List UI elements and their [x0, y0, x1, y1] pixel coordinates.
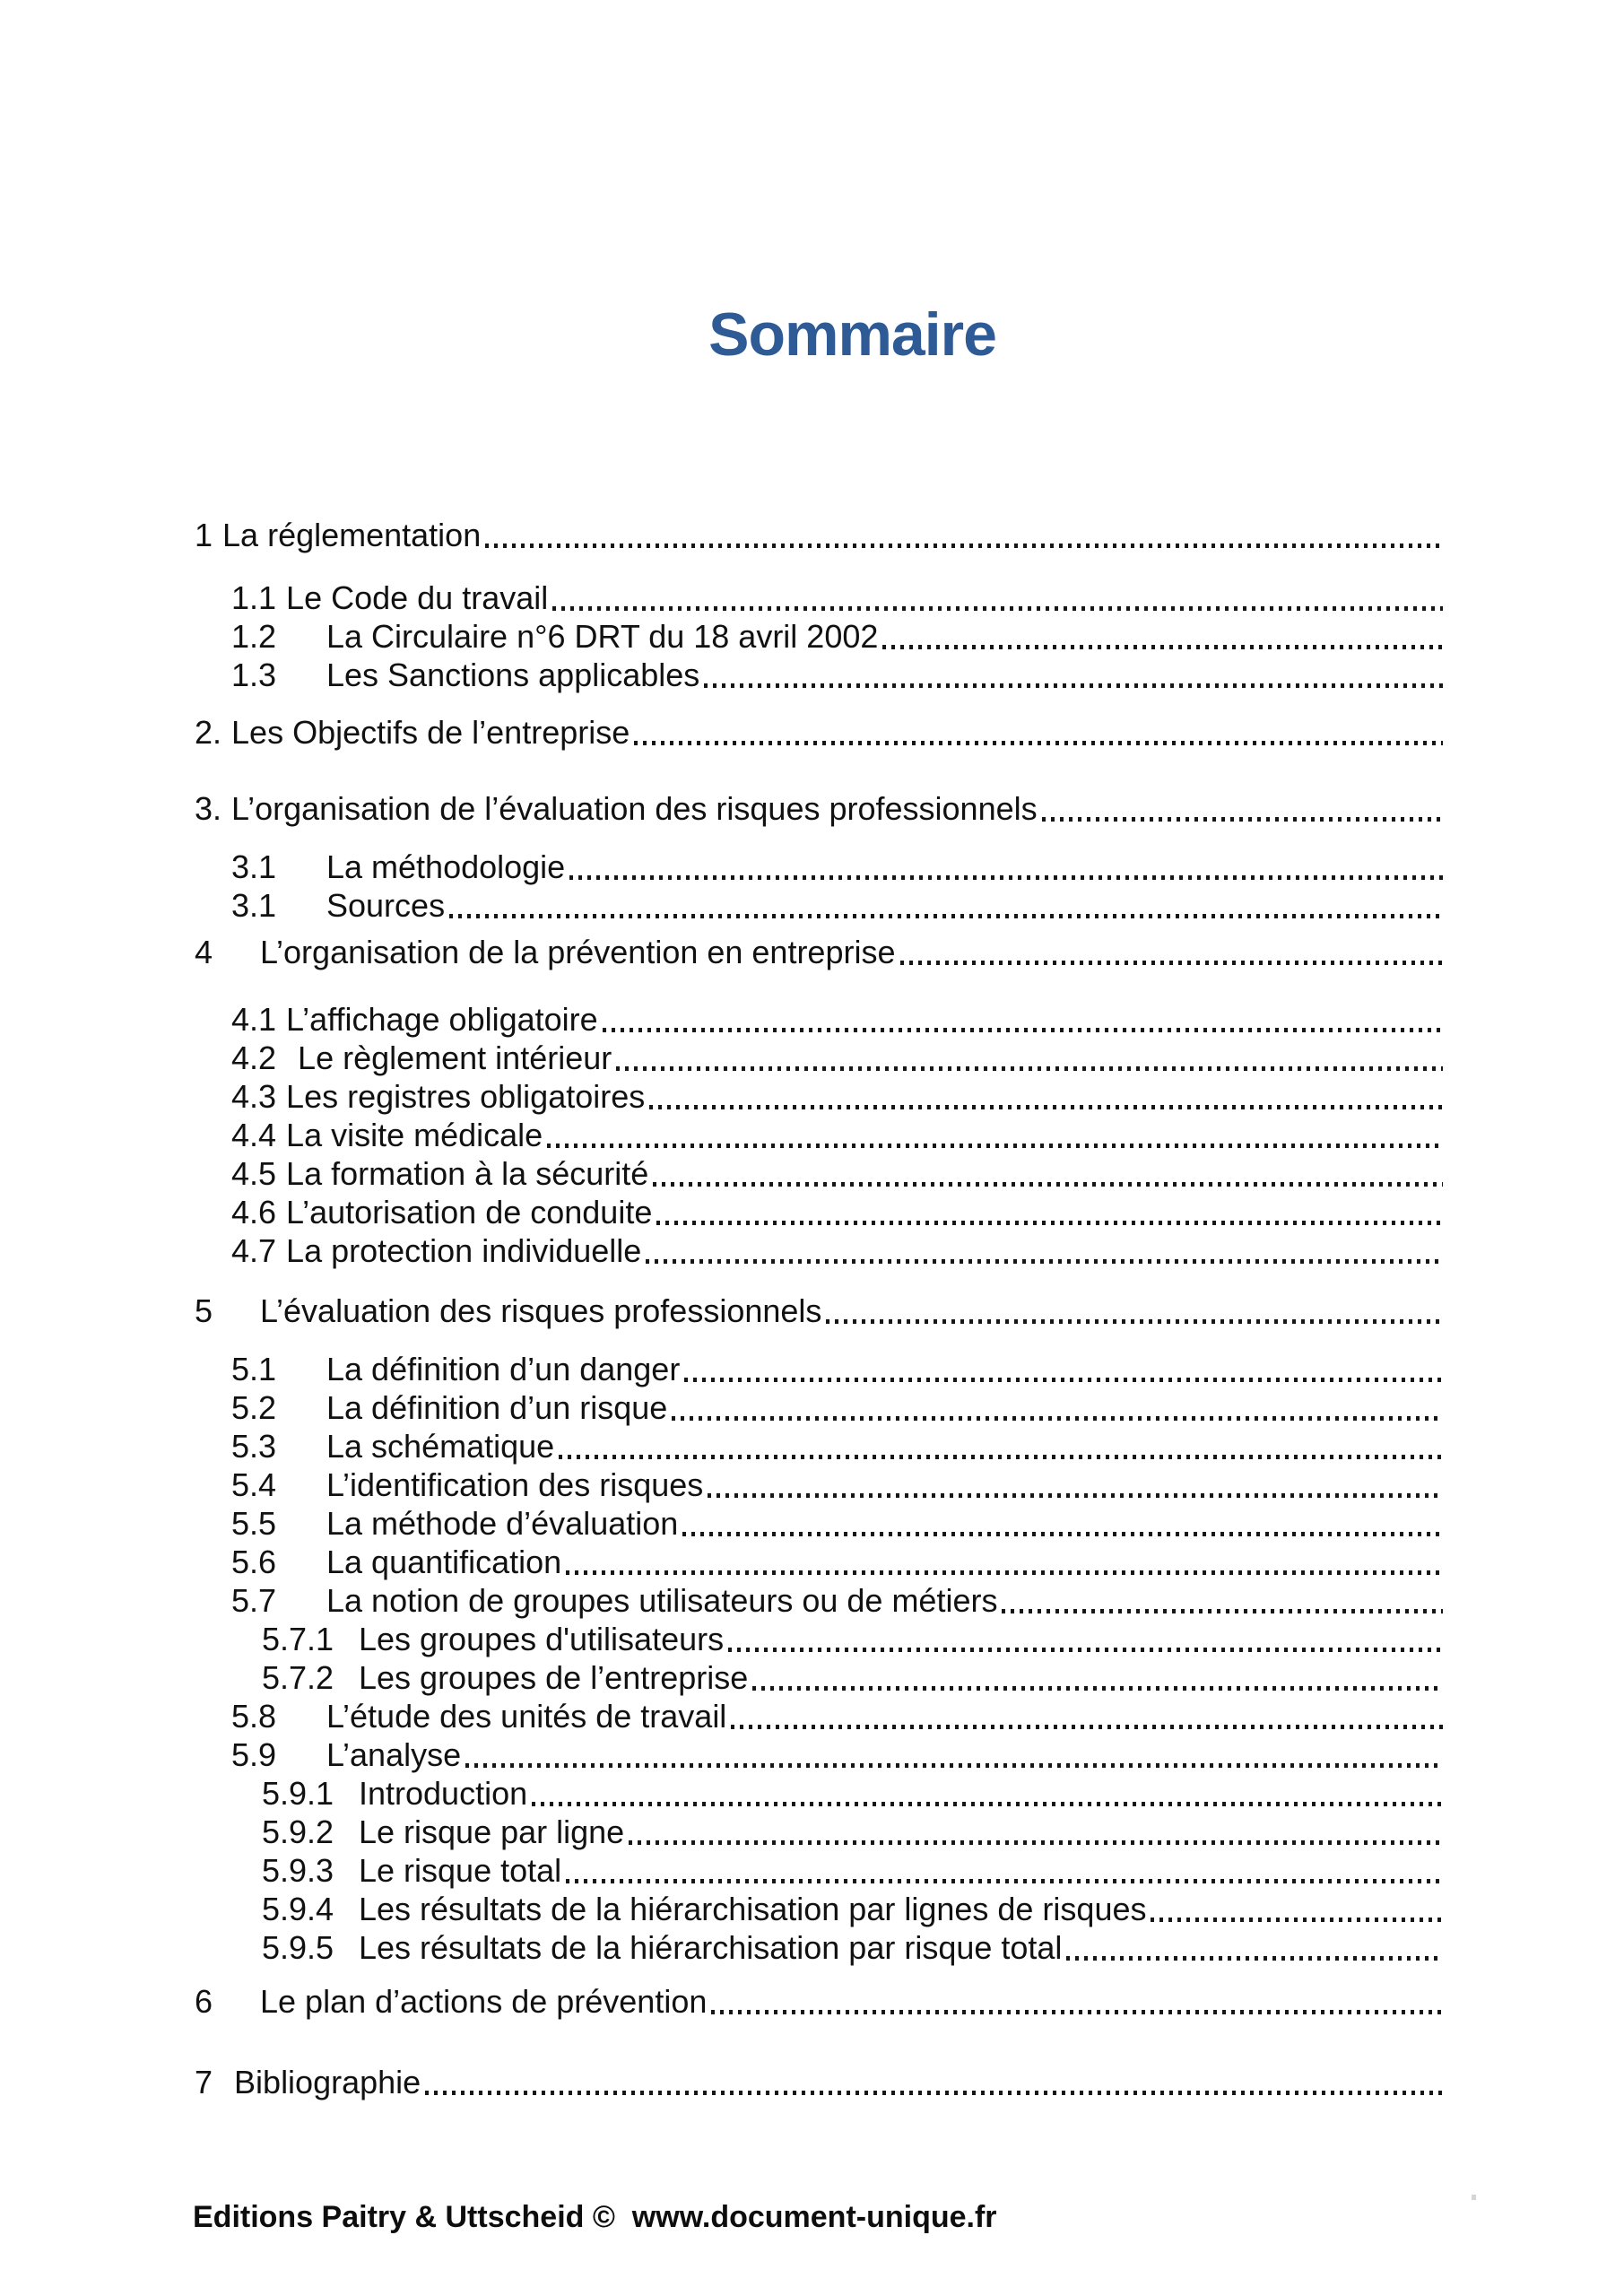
- toc-entry-number: 1.1: [231, 579, 277, 616]
- toc-entry-label: L’identification des risques: [326, 1466, 704, 1503]
- dot-leader: [672, 1416, 1443, 1421]
- dot-leader: [485, 544, 1443, 548]
- toc-entry-number: 4.4: [231, 1117, 277, 1153]
- dot-leader: [465, 1763, 1443, 1768]
- toc-entry-number: 3.1: [231, 848, 277, 885]
- toc-entry-5-5[interactable]: [195, 1504, 1444, 1543]
- toc-entry-number: 1.3: [231, 657, 277, 693]
- toc-entry-7[interactable]: [195, 2063, 1444, 2101]
- dot-leader: [616, 1066, 1443, 1071]
- toc-entry-label: Le risque par ligne: [359, 1813, 625, 1850]
- toc-entry-label: La méthodologie: [326, 848, 566, 885]
- toc-entry-label: La définition d’un danger: [326, 1351, 681, 1387]
- toc-entry-number: 7: [195, 2064, 213, 2100]
- toc-entry-4-6[interactable]: [195, 1193, 1444, 1231]
- toc-entry-number: 5.9.1: [262, 1775, 334, 1812]
- toc-entry-4-5[interactable]: [195, 1154, 1444, 1193]
- toc-entry-label: L’étude des unités de travail: [326, 1698, 727, 1735]
- toc-entry-5-7[interactable]: [195, 1581, 1444, 1620]
- toc-entry-label: La notion de groupes utilisateurs ou de métiers: [326, 1582, 998, 1619]
- toc-entry-number: 5.7: [231, 1582, 277, 1619]
- toc-entry-number: 2.: [195, 714, 222, 751]
- toc-entry-number: 5.8: [231, 1698, 277, 1735]
- toc-entry-label: Les résultats de la hiérarchisation par lignes de risques: [359, 1891, 1147, 1927]
- dot-leader: [649, 1105, 1443, 1109]
- dot-leader: [1151, 1918, 1443, 1922]
- toc-entry-label: Sources: [326, 887, 446, 924]
- page-footer: Editions Paitry & Uttscheid © www.document-unique.fr: [193, 2200, 997, 2234]
- dot-leader: [682, 1532, 1443, 1536]
- toc-entry-label: L’analyse: [326, 1736, 462, 1773]
- toc-entry-5-9-3[interactable]: [195, 1851, 1444, 1890]
- toc-entry-5-3[interactable]: [195, 1427, 1444, 1465]
- toc-entry-label: La Circulaire n°6 DRT du 18 avril 2002: [326, 618, 879, 655]
- toc-entry-label: La visite médicale: [286, 1117, 543, 1153]
- toc-entry-4-2[interactable]: [195, 1039, 1444, 1077]
- toc-entry-4-7[interactable]: [195, 1231, 1444, 1270]
- dot-leader: [656, 1221, 1443, 1225]
- dot-leader: [646, 1259, 1443, 1264]
- dot-leader: [1042, 817, 1443, 822]
- toc-entry-number: 4.5: [231, 1155, 277, 1192]
- toc-entry-number: 5.7.2: [262, 1659, 334, 1696]
- toc-entry-number: 5.5: [231, 1505, 277, 1542]
- toc-entry-label: Le plan d’actions de prévention: [260, 1983, 708, 2020]
- toc-entry-label: La réglementation: [222, 517, 482, 553]
- dot-leader: [425, 2091, 1443, 2095]
- toc-entry-label: Le règlement intérieur: [298, 1039, 612, 1076]
- toc-entry-5-8[interactable]: [195, 1697, 1444, 1735]
- toc-entry-4-1[interactable]: [195, 1000, 1444, 1039]
- toc-entry-label: La formation à la sécurité: [286, 1155, 649, 1192]
- toc-entry-label: La schématique: [326, 1428, 555, 1465]
- toc-entry-number: 5.4: [231, 1466, 277, 1503]
- dot-leader: [552, 606, 1443, 611]
- dot-leader: [711, 2010, 1443, 2014]
- toc-entry-5-9-5[interactable]: [195, 1928, 1444, 1967]
- toc-entry-number: 3.1: [231, 887, 277, 924]
- toc-entry-label: L’évaluation des risques professionnels: [260, 1292, 822, 1329]
- dot-leader: [603, 1028, 1443, 1032]
- toc-entry-label: L’affichage obligatoire: [286, 1001, 598, 1038]
- toc-entry-1-1[interactable]: [195, 578, 1444, 617]
- toc-entry-number: 4.1: [231, 1001, 277, 1038]
- toc-entry-number: 5.9.2: [262, 1813, 334, 1850]
- toc-entry-5-9-4[interactable]: [195, 1890, 1444, 1928]
- dot-leader: [569, 875, 1443, 880]
- toc-entry-label: La quantification: [326, 1544, 562, 1580]
- page-title: Sommaire: [708, 300, 996, 369]
- dot-leader: [1066, 1956, 1443, 1961]
- toc-entry-number: 5.9.5: [262, 1929, 334, 1966]
- dot-leader: [532, 1802, 1443, 1806]
- toc-entry-5-7-1[interactable]: [195, 1620, 1444, 1658]
- toc-entry-3[interactable]: [195, 789, 1444, 828]
- toc-entry-number: 3.: [195, 790, 222, 827]
- toc-entry-number: 5.9: [231, 1736, 277, 1773]
- dot-leader: [449, 914, 1443, 918]
- toc-entry-6[interactable]: [195, 1982, 1444, 2021]
- toc-entry-5-4[interactable]: [195, 1465, 1444, 1504]
- toc-entry-3-1-sources[interactable]: [195, 886, 1444, 925]
- toc-entry-1[interactable]: [195, 516, 1444, 554]
- toc-entry-1-3[interactable]: [195, 656, 1444, 694]
- toc-entry-label: Les Sanctions applicables: [326, 657, 700, 693]
- toc-entry-number: 4.2: [231, 1039, 277, 1076]
- toc-entry-number: 1.2: [231, 618, 277, 655]
- toc-entry-label: L’autorisation de conduite: [286, 1194, 653, 1231]
- toc-entry-number: 5.9.3: [262, 1852, 334, 1889]
- dot-leader: [882, 645, 1443, 649]
- toc-entry-number: 4.7: [231, 1232, 277, 1269]
- toc-entry-4[interactable]: [195, 933, 1444, 971]
- toc-entry-1-2[interactable]: [195, 617, 1444, 656]
- toc-entry-5[interactable]: [195, 1292, 1444, 1330]
- toc-entry-label: Bibliographie: [234, 2064, 421, 2100]
- toc-entry-label: Introduction: [359, 1775, 528, 1812]
- dot-leader: [826, 1319, 1443, 1324]
- dot-leader: [1002, 1609, 1443, 1613]
- toc-entry-5-9-2[interactable]: [195, 1813, 1444, 1851]
- toc-entry-label: Les résultats de la hiérarchisation par risque total: [359, 1929, 1063, 1966]
- toc-entry-label: Les groupes d'utilisateurs: [359, 1621, 725, 1657]
- dot-leader: [566, 1570, 1443, 1575]
- toc-entry-label: Le Code du travail: [286, 579, 549, 616]
- toc-entry-label: Le risque total: [359, 1852, 562, 1889]
- dot-leader: [752, 1686, 1443, 1691]
- toc-entry-5-2[interactable]: [195, 1388, 1444, 1427]
- toc-entry-label: La protection individuelle: [286, 1232, 642, 1269]
- dot-leader: [653, 1182, 1443, 1187]
- dot-leader: [728, 1648, 1443, 1652]
- toc-entry-label: Les Objectifs de l’entreprise: [231, 714, 630, 751]
- toc-entry-number: 5.9.4: [262, 1891, 334, 1927]
- toc-entry-4-3[interactable]: [195, 1077, 1444, 1116]
- toc-entry-number: 4.6: [231, 1194, 277, 1231]
- dot-leader: [704, 683, 1443, 688]
- toc-entry-3-1-methodologie[interactable]: [195, 848, 1444, 886]
- toc-entry-label: Les groupes de l’entreprise: [359, 1659, 749, 1696]
- dot-leader: [547, 1144, 1443, 1148]
- toc-entry-label: La méthode d’évaluation: [326, 1505, 679, 1542]
- toc-entry-5-9-1[interactable]: [195, 1774, 1444, 1813]
- toc-entry-number: 4: [195, 934, 213, 970]
- dot-leader: [629, 1840, 1443, 1845]
- dot-leader: [708, 1493, 1443, 1498]
- table-of-contents: [195, 516, 1444, 2101]
- dot-leader: [559, 1455, 1443, 1459]
- dot-leader: [566, 1879, 1443, 1883]
- toc-entry-label: La définition d’un risque: [326, 1389, 668, 1426]
- dot-leader: [731, 1725, 1443, 1729]
- toc-entry-5-7-2[interactable]: [195, 1658, 1444, 1697]
- toc-entry-number: 1: [195, 517, 213, 553]
- toc-entry-number: 5.7.1: [262, 1621, 334, 1657]
- toc-entry-2[interactable]: [195, 713, 1444, 752]
- toc-entry-number: 6: [195, 1983, 213, 2020]
- toc-entry-number: 4.3: [231, 1078, 277, 1115]
- toc-entry-number: 5.6: [231, 1544, 277, 1580]
- toc-entry-5-1[interactable]: [195, 1350, 1444, 1388]
- toc-entry-label: Les registres obligatoires: [286, 1078, 646, 1115]
- toc-entry-label: L’organisation de l’évaluation des risques professionnels: [231, 790, 1038, 827]
- dot-leader: [684, 1378, 1443, 1382]
- toc-entry-label: L’organisation de la prévention en entreprise: [260, 934, 896, 970]
- toc-entry-4-4[interactable]: [195, 1116, 1444, 1154]
- scan-artifact: [1472, 2195, 1476, 2200]
- toc-entry-number: 5.2: [231, 1389, 277, 1426]
- toc-entry-number: 5.1: [231, 1351, 277, 1387]
- toc-entry-5-9[interactable]: [195, 1735, 1444, 1774]
- toc-entry-number: 5.3: [231, 1428, 277, 1465]
- toc-entry-number: 5: [195, 1292, 213, 1329]
- dot-leader: [634, 741, 1443, 745]
- toc-entry-5-6[interactable]: [195, 1543, 1444, 1581]
- dot-leader: [900, 961, 1444, 965]
